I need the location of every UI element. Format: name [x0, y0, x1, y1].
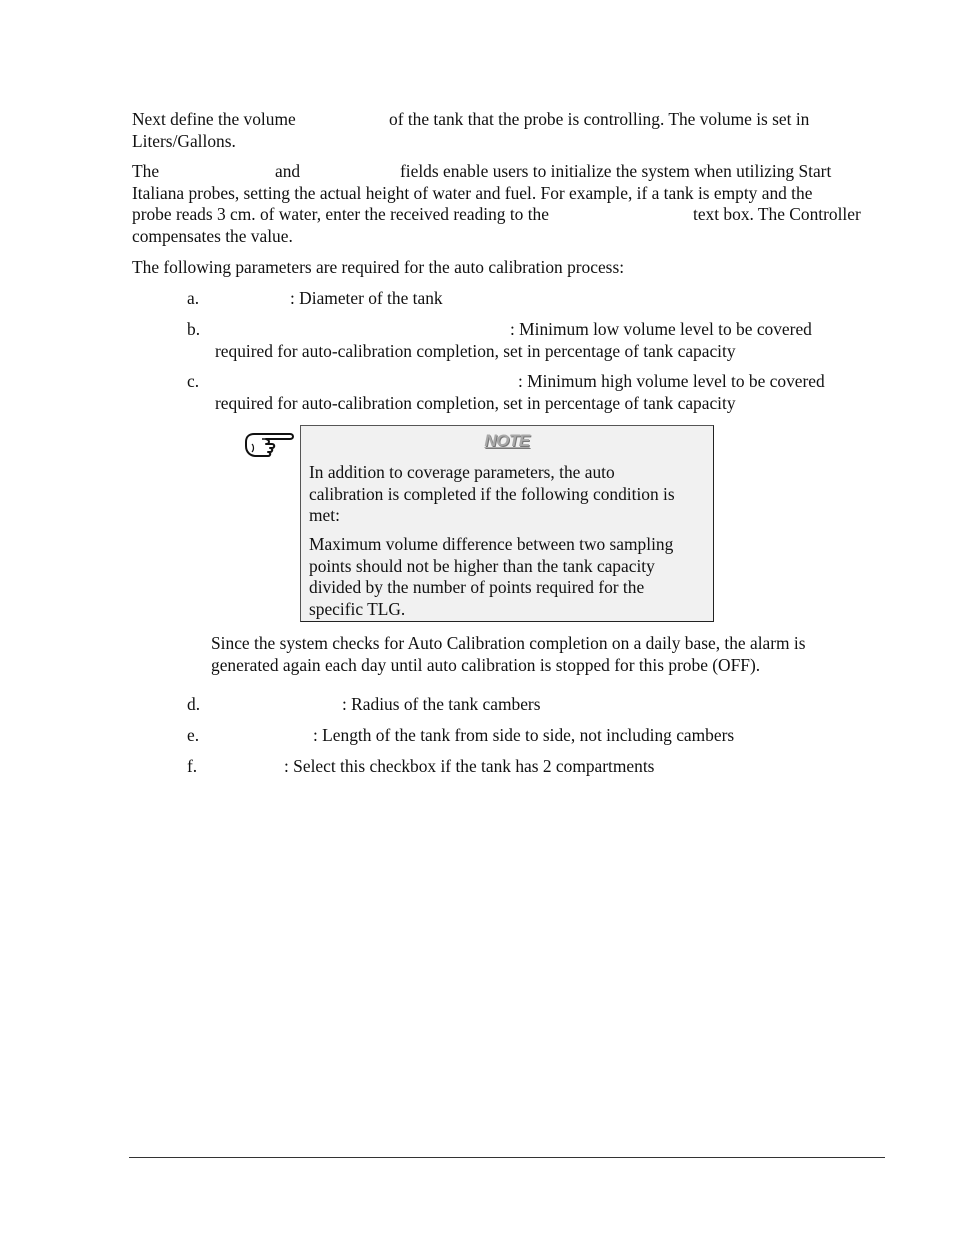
text-segment: Next define the volume: [132, 109, 296, 129]
text-segment: of the tank that the probe is controlling. The volume is set in: [389, 109, 810, 129]
text-segment: Italiana probes, setting the actual height of water and fuel. For example, if a tank is empty and the: [132, 182, 813, 203]
text-segment: fields enable users to initialize the system when utilizing Start: [400, 161, 832, 181]
footer-divider: [129, 1157, 885, 1158]
text-segment: probe reads 3 cm. of water, enter the received reading to the: [132, 204, 549, 224]
note-box: [300, 425, 714, 622]
text-line: Since the system checks for Auto Calibration completion on a daily base, the alarm is: [211, 633, 806, 653]
paragraph-initialize: [132, 161, 877, 247]
note-line: specific TLG.: [309, 598, 406, 619]
list-item-text: required for auto-calibration completion, set in percentage of tank capacity: [215, 341, 736, 361]
list-item-text: : Minimum low volume level to be covered: [510, 319, 812, 339]
list-item-letter: b.: [187, 319, 201, 339]
text-segment: The: [132, 161, 160, 181]
list-item-text: : Radius of the tank cambers: [342, 694, 541, 714]
text-segment: compensates the value.: [132, 225, 293, 246]
paragraph-parameters-intro: The following parameters are required for the auto calibration process:: [132, 257, 625, 277]
pointing-hand-icon: [244, 430, 296, 460]
note-line: Maximum volume difference between two sampling: [309, 534, 674, 554]
text-segment: text box. The Controller: [693, 204, 861, 224]
list-item-letter: f.: [187, 756, 198, 776]
note-title: NOTE: [484, 431, 530, 450]
note-line: In addition to coverage parameters, the auto: [309, 462, 615, 482]
list-item-text: required for auto-calibration completion, set in percentage of tank capacity: [215, 393, 736, 413]
note-line: calibration is completed if the following condition is: [309, 483, 675, 504]
list-item-letter: a.: [187, 288, 200, 308]
note-line: divided by the number of points required for the: [309, 577, 645, 597]
list-item-text: : Select this checkbox if the tank has 2 compartments: [284, 756, 655, 776]
paragraph-daily-check: [211, 633, 806, 676]
list-item-text: : Length of the tank from side to side, not including cambers: [313, 725, 735, 745]
note-line: points should not be higher than the tank capacity: [309, 555, 655, 576]
list-item-letter: c.: [187, 371, 200, 391]
note-paragraph: [309, 534, 673, 620]
text-segment: and: [275, 161, 301, 181]
text-segment: Liters/Gallons.: [132, 130, 236, 151]
paragraph-volume: [132, 109, 872, 152]
note-paragraph: [309, 462, 675, 527]
list-item-letter: e.: [187, 725, 200, 745]
note-line: met:: [309, 505, 340, 525]
list-item-text: : Diameter of the tank: [290, 288, 443, 308]
list-item-letter: d.: [187, 694, 201, 714]
list-item-text: : Minimum high volume level to be covered: [518, 371, 825, 391]
text-line: generated again each day until auto calibration is stopped for this probe (OFF).: [211, 654, 761, 675]
